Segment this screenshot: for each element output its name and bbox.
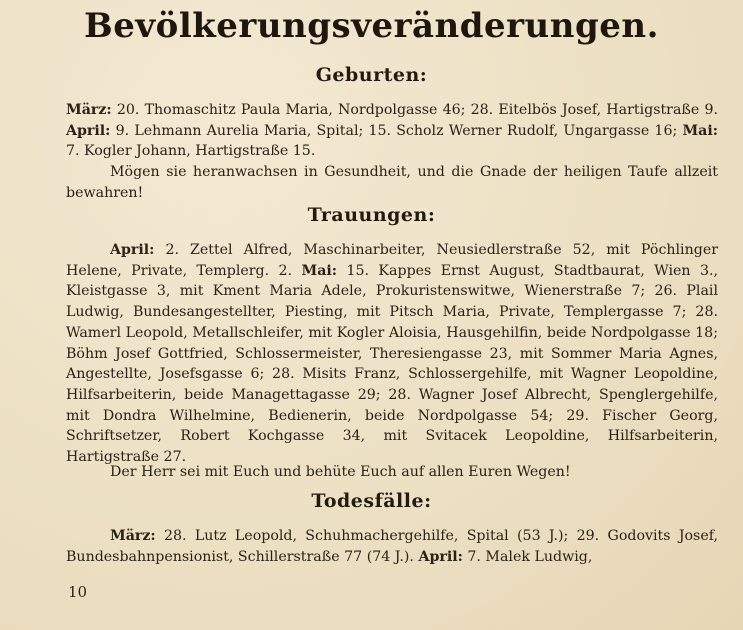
month-label: Mai: [301, 262, 338, 279]
month-label: April: [418, 548, 463, 565]
births-text: 9. Lehmann Aurelia Maria, Spital; 15. Scholz Werner Rudolf, Ungargasse 16; [110, 122, 683, 139]
deaths-paragraph [66, 526, 718, 567]
births-text: 20. Thomaschitz Paula Maria, Nordpolgasse 46; 28. Eitelbös Josef, Hartigstraße 9. [111, 102, 718, 118]
deaths-text: 7. Malek Ludwig, [462, 548, 593, 565]
births-paragraph [66, 100, 718, 162]
deaths-text: 28. Lutz Leopold, Schuhmachergehilfe, Spital (53 J.); 29. Godovits Josef, Bundesbahnpensionist, Schillerstraße 77 (74 J.). [66, 528, 718, 565]
section-heading-births: Geburten: [315, 64, 428, 86]
month-label: Mai: [682, 122, 718, 139]
marriages-text: 2. Zettel Alfred, Maschinarbeiter, Neusiedlerstraße 52, mit Pöchlinger Helene, Private, Templerg. 2. [66, 242, 718, 279]
page-title: Bevölkerungsveränderungen. [84, 6, 659, 46]
month-label: März: [110, 528, 156, 544]
marriages-text: 15. Kappes Ernst August, Stadtbaurat, Wien 3., Kleistgasse 3, mit Kment Maria Adele, Prokuristenswitwe, Wienerstraße 7; 26. Plail Ludwig, Bundesangestellter, Piesting, mit Pitsch Maria, Private, Templergasse 7; 28. Wamerl Leopold, Metallschleifer, mit Kogler Aloisia, Hausgehilfin, beide Nordpolgasse 18; Böhm Josef Gottfried, Schlossermeister, Theresiengasse 23, mit Sommer Maria Agnes, Angestellte, Josefsgasse 6; 28. Misits Franz, Schlossergehilfe, mit Wagner Leopoldine, Hilfsarbeiterin, beide Managettagasse 29; 28. Wagner Josef Albrecht, Spenglergehilfe, mit Dondra Wilhelmine, Bedienerin, beide Nordpolgasse 54; 29. Fischer Georg, Schriftsetzer, Robert Kochgasse 34, mit Svitacek Leopoldine, Hilfsarbeiterin, Hartigstraße 27. [66, 262, 718, 466]
births-wish: Mögen sie heranwachsen in Gesundheit, und die Gnade der heiligen Taufe allzeit bewahren! [66, 164, 718, 201]
marriages-paragraph [66, 240, 718, 468]
month-label: April: [66, 122, 111, 139]
births-text: 7. Kogler Johann, Hartigstraße 15. [66, 143, 316, 160]
marriages-blessing: Der Herr sei mit Euch und behüte Euch auf allen Euren Wegen! [110, 464, 571, 480]
section-heading-deaths: Todesfälle: [311, 490, 432, 512]
month-label: April: [110, 242, 155, 258]
section-heading-marriages: Trauungen: [307, 204, 436, 226]
month-label: März: [66, 102, 112, 118]
page-number: 10 [68, 583, 88, 601]
